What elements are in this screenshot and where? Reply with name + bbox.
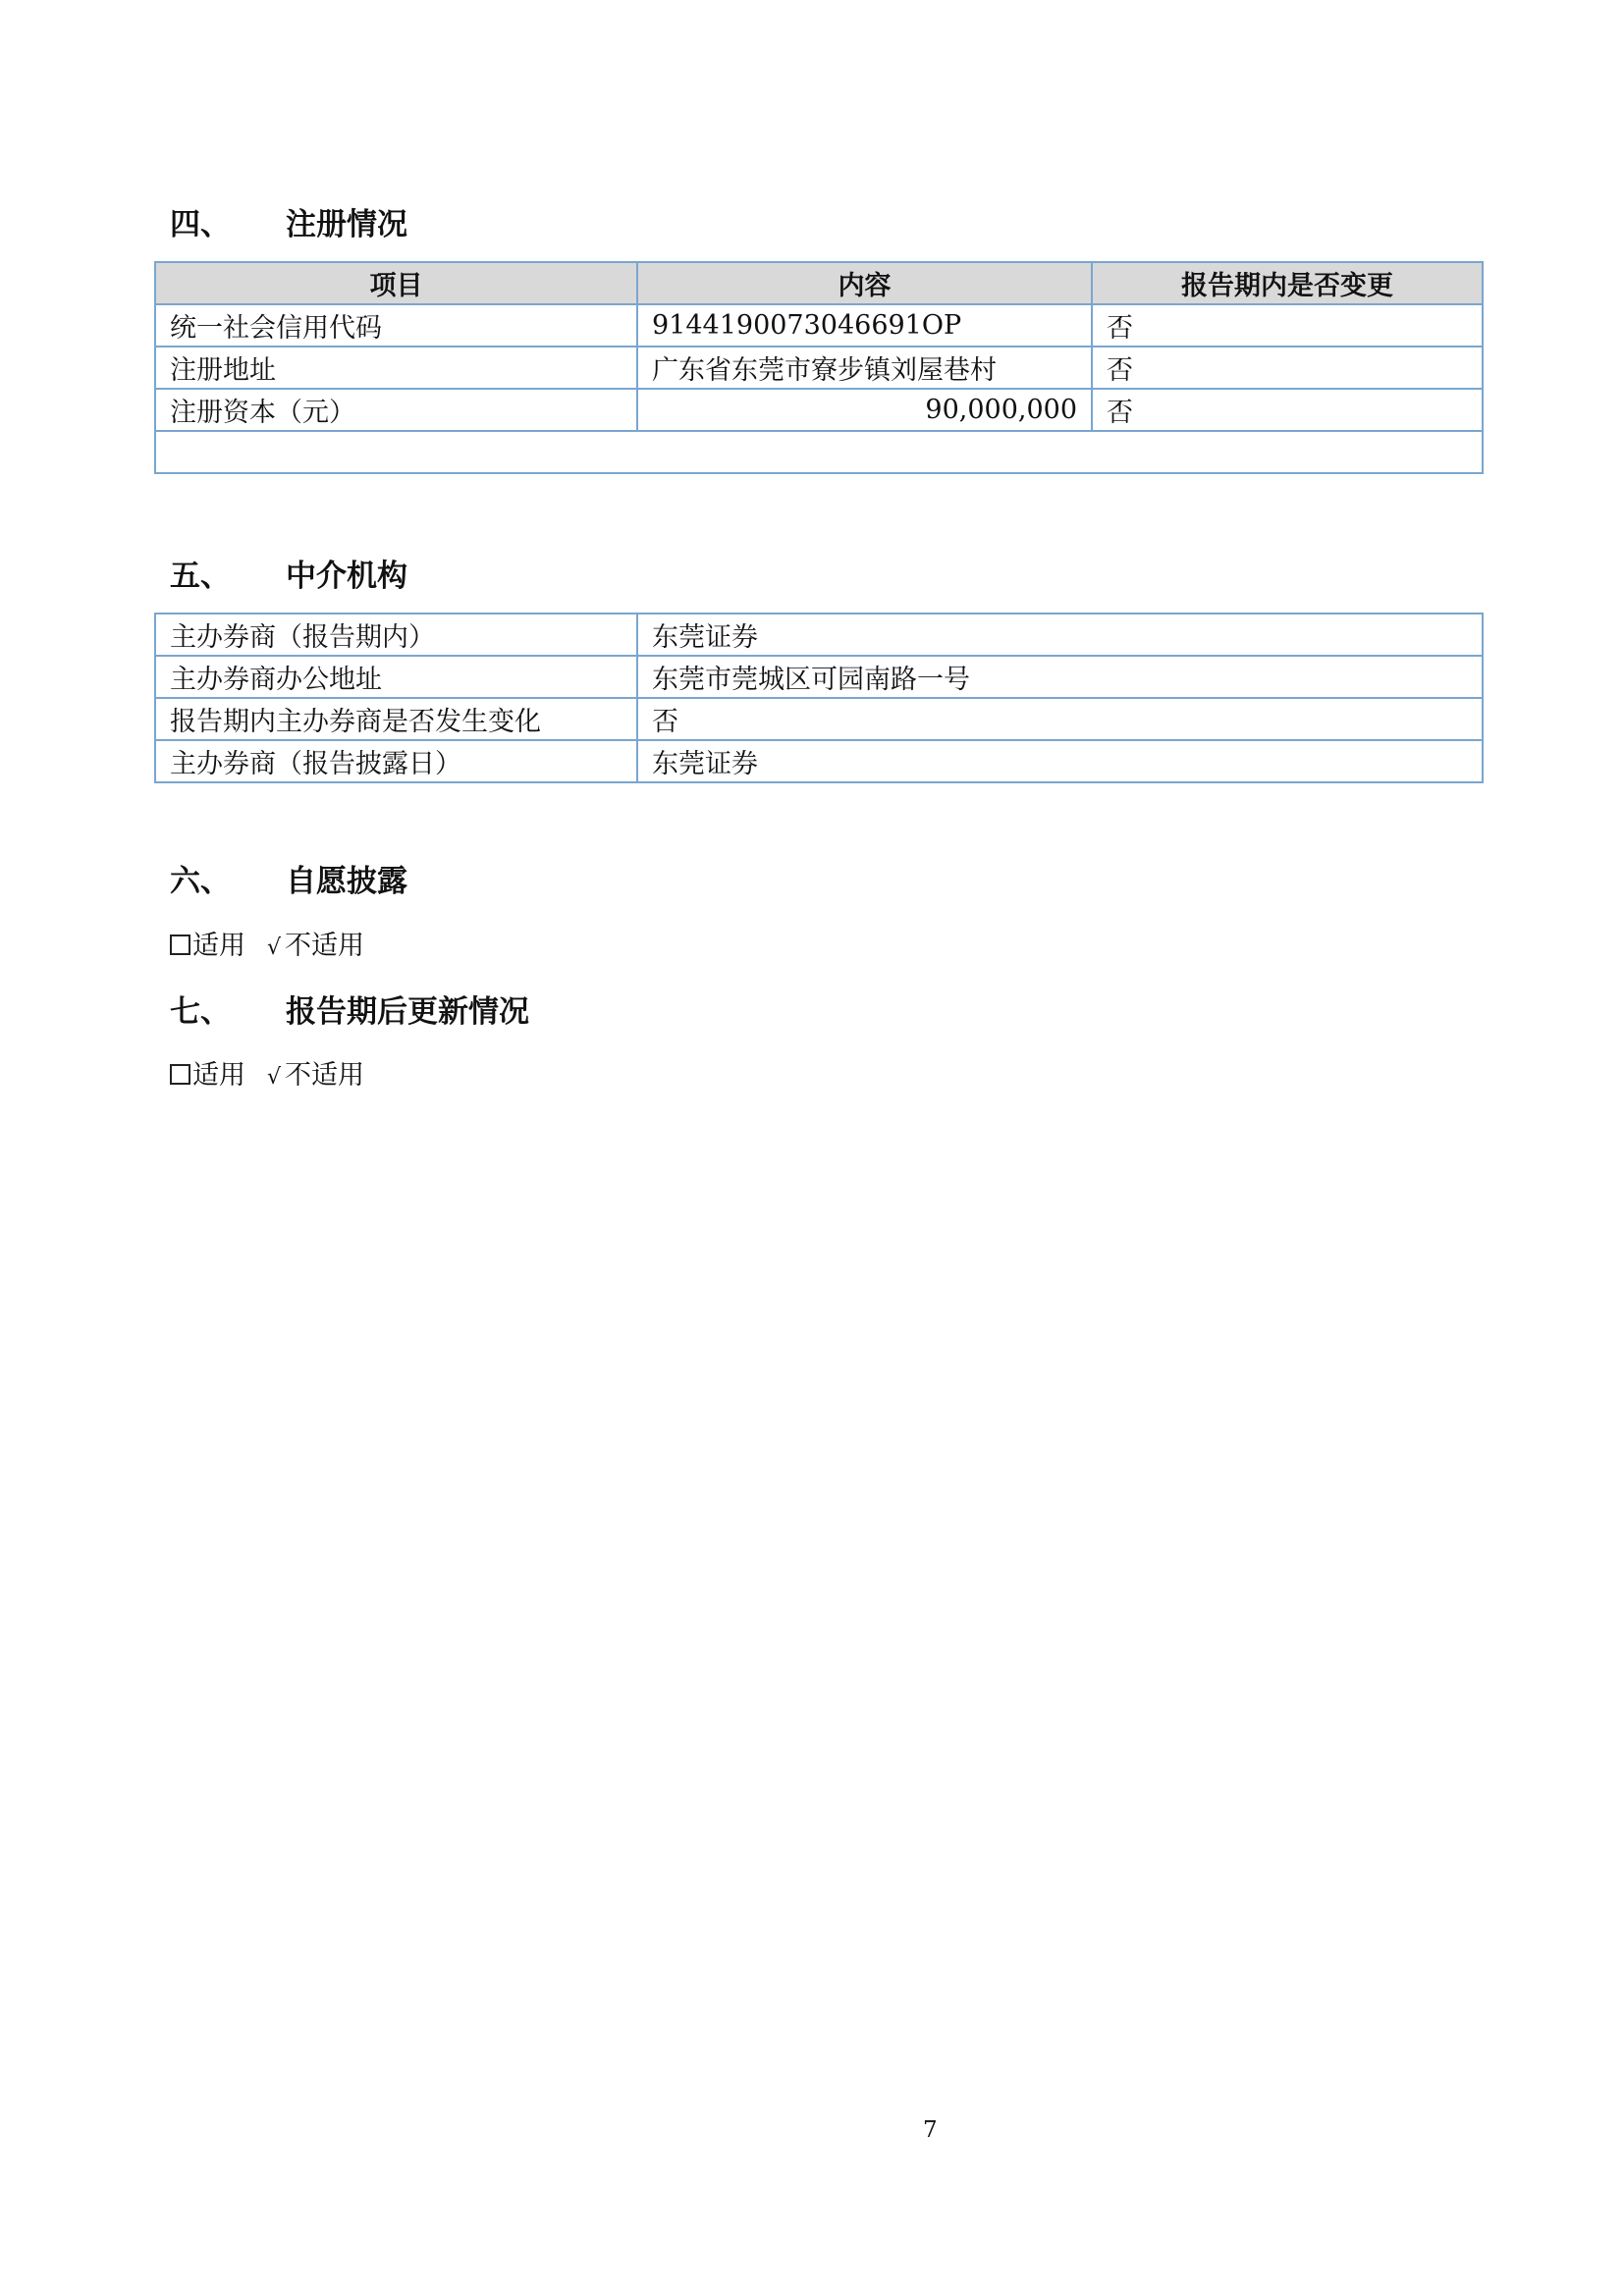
table-row [155,347,1483,389]
applicable-option[interactable] [170,1053,245,1092]
row-label: 主办券商（报告披露日） [155,740,637,782]
table-row [155,656,1483,698]
row-item: 统一社会信用代码 [155,304,637,347]
row-content: 90,000,000 [637,389,1092,431]
not-applicable-label: 不适用 [285,1060,365,1091]
header-changed: 报告期内是否变更 [1092,262,1483,304]
header-content: 内容 [637,262,1092,304]
empty-table-row [155,431,1483,473]
row-item: 注册资本（元） [155,389,637,431]
section-6-options [170,924,364,962]
table-row [155,389,1483,431]
row-changed: 否 [1092,389,1483,431]
applicable-label: 适用 [192,1060,245,1091]
section-7-options [170,1053,364,1092]
section-6-heading [170,856,407,900]
table-row [155,614,1483,656]
section-5-number: 五、 [170,559,231,594]
section-6-title: 自愿披露 [286,864,407,899]
row-changed: 否 [1092,304,1483,347]
row-value: 东莞市莞城区可园南路一号 [637,656,1483,698]
section-4-heading [170,199,407,243]
registration-table [154,261,1484,474]
not-applicable-label: 不适用 [285,931,365,961]
section-7-title: 报告期后更新情况 [286,994,529,1030]
table-row [155,304,1483,347]
not-applicable-option[interactable] [267,1053,364,1092]
row-value: 否 [637,698,1483,740]
row-label: 主办券商办公地址 [155,656,637,698]
row-value: 东莞证券 [637,740,1483,782]
table-row [155,698,1483,740]
row-item: 注册地址 [155,347,637,389]
section-4-number: 四、 [170,207,231,242]
check-mark-icon: √ [267,935,282,960]
empty-checkbox-icon [170,1064,190,1085]
not-applicable-option[interactable] [267,924,364,962]
section-7-number: 七、 [170,994,231,1030]
check-mark-icon: √ [267,1065,282,1090]
row-label: 主办券商（报告期内） [155,614,637,656]
row-changed: 否 [1092,347,1483,389]
empty-checkbox-icon [170,934,190,955]
section-6-number: 六、 [170,864,231,899]
table-row [155,740,1483,782]
row-value: 东莞证券 [637,614,1483,656]
section-5-title: 中介机构 [286,559,407,594]
table-header-row [155,262,1483,304]
section-4-title: 注册情况 [286,207,407,242]
page-number: 7 [923,2117,938,2143]
row-label: 报告期内主办券商是否发生变化 [155,698,637,740]
header-item: 项目 [155,262,637,304]
row-content: 9144190073046691OP [637,304,1092,347]
intermediary-table [154,613,1484,783]
section-5-heading [170,551,407,595]
row-content: 广东省东莞市寮步镇刘屋巷村 [637,347,1092,389]
applicable-option[interactable] [170,924,245,962]
section-7-heading [170,987,529,1031]
applicable-label: 适用 [192,931,245,961]
empty-cell [155,431,1483,473]
